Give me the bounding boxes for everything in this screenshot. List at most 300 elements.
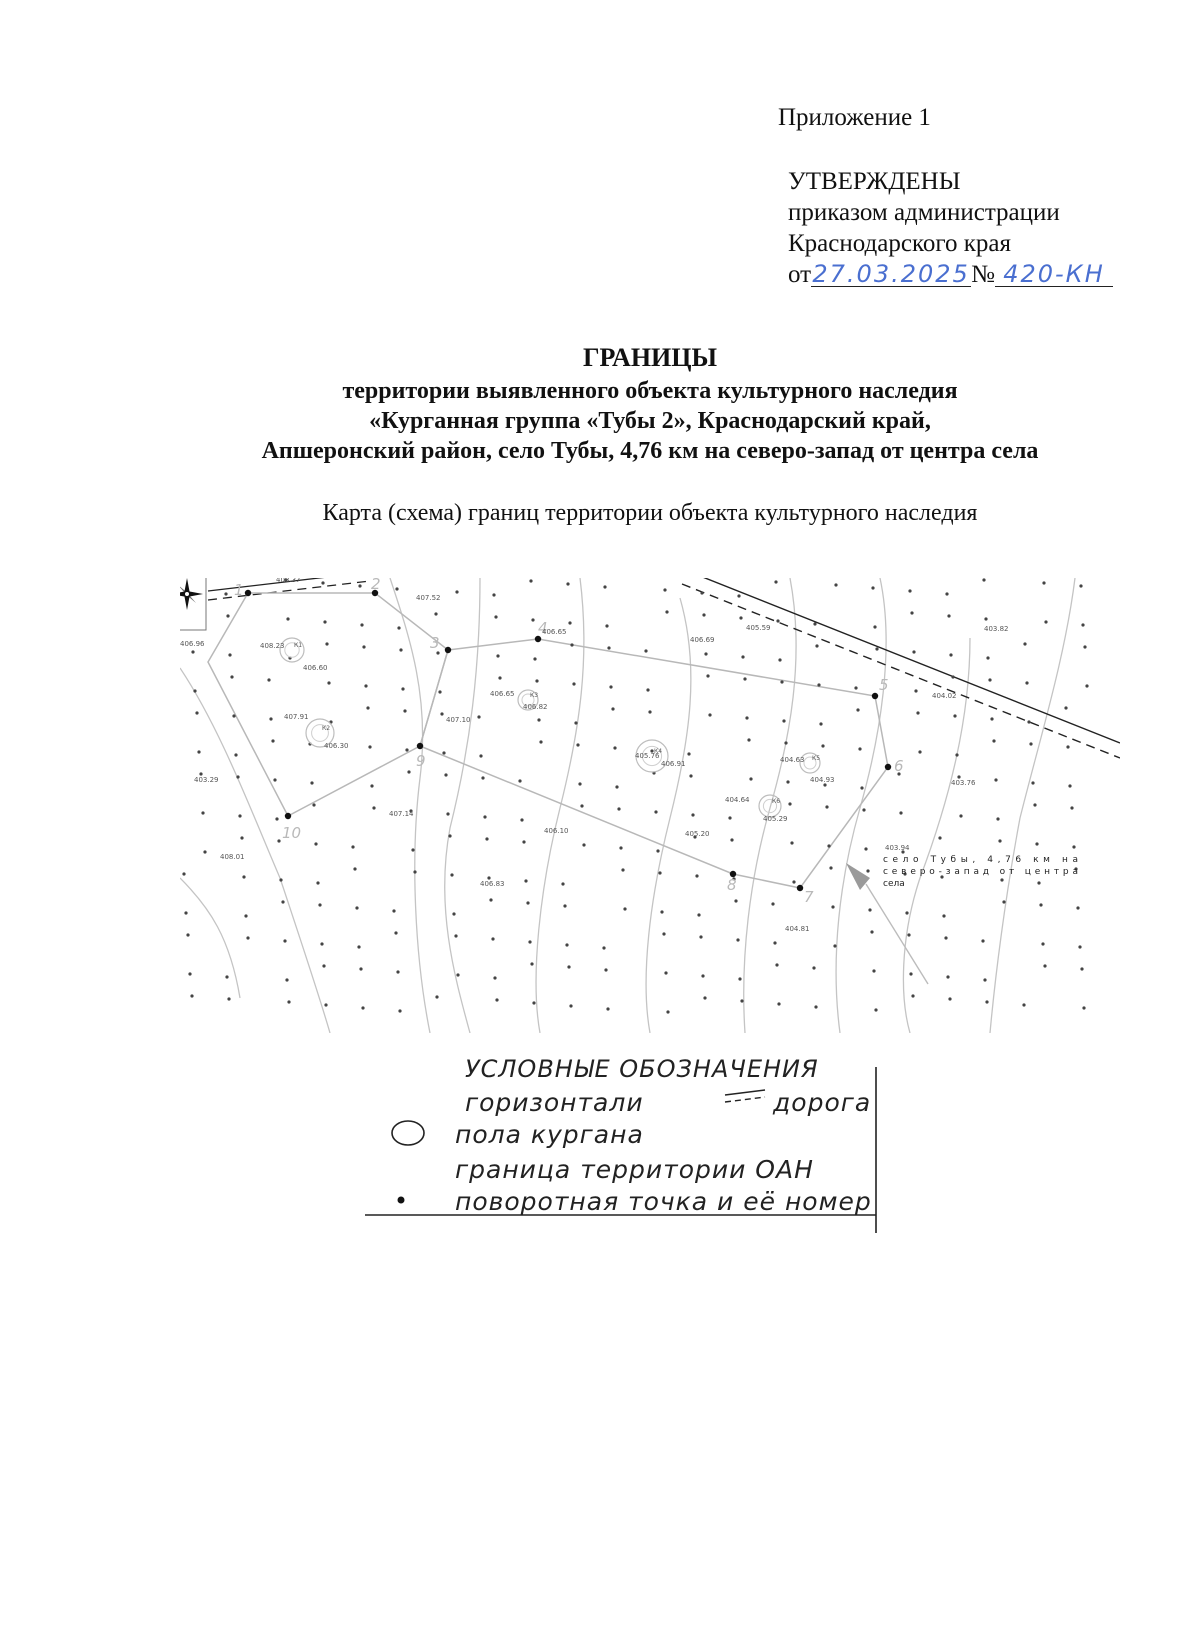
survey-dot: [704, 652, 707, 655]
survey-dot: [984, 617, 987, 620]
survey-dot: [866, 869, 869, 872]
survey-dot: [945, 592, 948, 595]
survey-dot: [870, 930, 873, 933]
elevation-label: 406.69: [690, 636, 715, 644]
elevation-label: 405.20: [685, 830, 710, 838]
survey-dot: [360, 623, 363, 626]
survey-dot: [819, 722, 822, 725]
survey-dot: [665, 610, 668, 613]
survey-dot: [269, 717, 272, 720]
survey-dot: [275, 817, 278, 820]
survey-dot: [775, 963, 778, 966]
survey-dot: [946, 975, 949, 978]
annotation-line-3: села: [883, 879, 905, 889]
survey-dot: [983, 978, 986, 981]
survey-dot: [226, 614, 229, 617]
survey-dot: [905, 911, 908, 914]
survey-dot: [366, 706, 369, 709]
survey-dot: [1064, 706, 1067, 709]
survey-dot: [938, 836, 941, 839]
survey-dot: [273, 778, 276, 781]
survey-dot: [539, 740, 542, 743]
survey-dot: [372, 806, 375, 809]
date-prefix: от: [788, 261, 812, 288]
survey-dot: [871, 586, 874, 589]
survey-dot: [605, 624, 608, 627]
survey-dot: [529, 579, 532, 582]
survey-dot: [322, 964, 325, 967]
survey-dot: [706, 674, 709, 677]
elevation-label: 405.76: [635, 752, 660, 760]
survey-dot: [737, 594, 740, 597]
elevation-label: 408.01: [220, 853, 245, 861]
survey-dot: [942, 914, 945, 917]
survey-dot: [567, 965, 570, 968]
document-title: ГРАНИЦЫ: [582, 343, 718, 372]
survey-dot: [908, 589, 911, 592]
survey-dot: [454, 934, 457, 937]
survey-dot: [910, 611, 913, 614]
mound-label: К5: [812, 755, 821, 762]
survey-dot: [361, 1006, 364, 1009]
elevation-label: 406.65: [490, 690, 515, 698]
turning-point-number: 6: [894, 757, 904, 775]
turning-point-number: 5: [879, 676, 889, 694]
survey-dot: [689, 774, 692, 777]
survey-dot: [899, 811, 902, 814]
survey-dot: [442, 751, 445, 754]
survey-dot: [774, 580, 777, 583]
survey-dot: [792, 880, 795, 883]
survey-dot: [949, 653, 952, 656]
survey-dot: [271, 739, 274, 742]
survey-dot: [184, 911, 187, 914]
survey-dot: [1039, 903, 1042, 906]
survey-dot: [607, 646, 610, 649]
survey-dot: [700, 591, 703, 594]
survey-dot: [395, 587, 398, 590]
survey-dot: [784, 741, 787, 744]
turning-point-number: 2: [371, 578, 381, 593]
survey-dot: [728, 816, 731, 819]
survey-dot: [456, 973, 459, 976]
survey-dot: [658, 871, 661, 874]
survey-dot: [708, 713, 711, 716]
survey-dot: [730, 838, 733, 841]
number-prefix: №: [971, 261, 995, 288]
mound-markers: [280, 638, 820, 817]
survey-dot: [1068, 784, 1071, 787]
survey-dot: [916, 711, 919, 714]
survey-dot: [325, 642, 328, 645]
survey-dot: [316, 881, 319, 884]
turning-point: [285, 813, 291, 819]
elevation-label: 407.10: [446, 716, 471, 724]
survey-dot: [982, 578, 985, 581]
elevation-label: 406.65: [542, 628, 567, 636]
survey-dot: [537, 718, 540, 721]
turning-point-number: 9: [416, 752, 426, 770]
survey-dot: [617, 807, 620, 810]
survey-dot: [232, 714, 235, 717]
elevation-label: 406.10: [544, 827, 569, 835]
survey-dot: [656, 849, 659, 852]
survey-dot: [1078, 945, 1081, 948]
survey-dot: [786, 780, 789, 783]
survey-dot: [203, 850, 206, 853]
survey-dot: [566, 582, 569, 585]
survey-dot: [201, 811, 204, 814]
survey-dot: [777, 1002, 780, 1005]
survey-dot: [959, 814, 962, 817]
survey-dot: [739, 616, 742, 619]
survey-dot: [666, 1010, 669, 1013]
survey-dot: [450, 873, 453, 876]
elevation-label: 404.63: [780, 756, 805, 764]
survey-dot: [321, 581, 324, 584]
survey-dot: [654, 810, 657, 813]
legend-mound: пола кургана: [455, 1120, 644, 1149]
survey-dot: [909, 972, 912, 975]
survey-dot: [396, 970, 399, 973]
survey-dot: [944, 936, 947, 939]
survey-dot: [188, 972, 191, 975]
title-line-3: Апшеронский район, село Тубы, 4,76 км на северо-запад от центра села: [261, 438, 1039, 464]
survey-dot: [193, 689, 196, 692]
legend-title: УСЛОВНЫЕ ОБОЗНАЧЕНИЯ: [465, 1055, 819, 1083]
survey-dot: [479, 754, 482, 757]
survey-dot: [357, 945, 360, 948]
elevation-label: 403.29: [194, 776, 219, 784]
survey-dot: [489, 898, 492, 901]
survey-dot: [435, 995, 438, 998]
survey-dot: [1043, 964, 1046, 967]
elevation-label: 408.37: [276, 578, 301, 584]
survey-dot: [580, 804, 583, 807]
survey-dot: [738, 977, 741, 980]
survey-dot: [788, 802, 791, 805]
mound-label: К6: [772, 798, 781, 805]
survey-dot: [401, 687, 404, 690]
turning-point-number: 8: [727, 876, 737, 894]
survey-dot: [833, 944, 836, 947]
survey-dot: [603, 585, 606, 588]
survey-dot: [370, 784, 373, 787]
legend-turning-point: поворотная точка и её номер: [455, 1187, 872, 1216]
survey-dot: [224, 592, 227, 595]
survey-dot: [615, 785, 618, 788]
survey-dot: [535, 679, 538, 682]
approval-date-number: [788, 259, 1113, 290]
survey-dot: [691, 813, 694, 816]
survey-dot: [697, 913, 700, 916]
survey-dot: [496, 654, 499, 657]
survey-dot: [914, 689, 917, 692]
survey-dot: [827, 844, 830, 847]
survey-dot: [662, 932, 665, 935]
survey-dot: [1000, 878, 1003, 881]
turning-point-number: 10: [282, 824, 302, 842]
survey-dot: [778, 658, 781, 661]
survey-dot: [609, 685, 612, 688]
survey-dot: [1076, 906, 1079, 909]
survey-dot: [446, 812, 449, 815]
survey-dot: [483, 815, 486, 818]
legend-contours: горизонтали: [465, 1088, 644, 1117]
compass-rose-icon: [180, 578, 206, 630]
survey-dot: [740, 999, 743, 1002]
survey-dot: [749, 777, 752, 780]
survey-dot: [829, 866, 832, 869]
survey-dot: [240, 836, 243, 839]
survey-dot: [524, 879, 527, 882]
survey-dot: [854, 686, 857, 689]
survey-dot: [981, 939, 984, 942]
survey-dot: [873, 625, 876, 628]
survey-dot: [310, 781, 313, 784]
elevation-label: 407.52: [416, 594, 441, 602]
title-line-2: «Курганная группа «Тубы 2», Краснодарский край,: [369, 408, 931, 434]
survey-dot: [444, 773, 447, 776]
survey-dot: [743, 677, 746, 680]
survey-dot: [872, 969, 875, 972]
survey-dot: [702, 613, 705, 616]
survey-dot: [1083, 645, 1086, 648]
survey-dot: [988, 678, 991, 681]
survey-dot: [1079, 584, 1082, 587]
survey-dot: [695, 874, 698, 877]
survey-dot: [602, 946, 605, 949]
elevation-label: 407.14: [389, 810, 414, 818]
elevation-label: 408.23: [260, 642, 285, 650]
survey-dot: [907, 933, 910, 936]
survey-dot: [868, 908, 871, 911]
survey-dot: [825, 805, 828, 808]
survey-dot: [197, 750, 200, 753]
survey-dot: [397, 626, 400, 629]
survey-dot: [244, 914, 247, 917]
annotation-line-1: село Тубы, 4,76 км на: [883, 855, 1078, 865]
survey-dot: [790, 841, 793, 844]
survey-dot: [225, 975, 228, 978]
survey-dot: [353, 867, 356, 870]
survey-dot: [362, 645, 365, 648]
survey-dot: [440, 712, 443, 715]
elevation-label: 404.81: [785, 925, 810, 933]
survey-dot: [578, 782, 581, 785]
survey-dot: [318, 903, 321, 906]
survey-dot: [703, 996, 706, 999]
survey-dot: [351, 845, 354, 848]
survey-dot: [1081, 623, 1084, 626]
survey-dot: [518, 779, 521, 782]
survey-dot: [234, 753, 237, 756]
survey-dot: [860, 786, 863, 789]
turning-point: [872, 693, 878, 699]
survey-dot: [1085, 684, 1088, 687]
elevation-label: 406.82: [523, 703, 548, 711]
turning-point: [885, 764, 891, 770]
boundary-east: [420, 639, 888, 888]
survey-dot: [741, 655, 744, 658]
survey-dot: [821, 744, 824, 747]
survey-dot: [1002, 900, 1005, 903]
survey-dot: [745, 716, 748, 719]
survey-dot: [452, 912, 455, 915]
survey-dot: [911, 994, 914, 997]
survey-dot: [230, 675, 233, 678]
survey-dot: [1031, 781, 1034, 784]
survey-dot: [195, 711, 198, 714]
survey-dot: [236, 775, 239, 778]
survey-dot: [522, 840, 525, 843]
survey-dot: [1070, 806, 1073, 809]
survey-dot: [953, 714, 956, 717]
survey-dot: [701, 974, 704, 977]
survey-dot: [563, 904, 566, 907]
survey-dot: [611, 707, 614, 710]
survey-dot: [492, 593, 495, 596]
survey-dot: [951, 675, 954, 678]
survey-dot: [399, 648, 402, 651]
village-annotation: [883, 855, 1078, 889]
survey-dot: [246, 936, 249, 939]
survey-dot: [874, 1008, 877, 1011]
turning-point-number: 3: [430, 634, 440, 652]
survey-dot: [985, 1000, 988, 1003]
survey-dot: [528, 940, 531, 943]
survey-dot: [364, 684, 367, 687]
survey-dot: [494, 615, 497, 618]
survey-dot: [955, 753, 958, 756]
survey-dot: [498, 676, 501, 679]
approval-date: 27.03.2025: [812, 260, 970, 288]
survey-dot: [644, 649, 647, 652]
survey-dot: [623, 907, 626, 910]
survey-dot: [279, 878, 282, 881]
survey-dot: [491, 937, 494, 940]
appendix-label: Приложение 1: [778, 104, 931, 131]
survey-dot: [1072, 845, 1075, 848]
survey-dot: [526, 901, 529, 904]
mound-legend-icon: [392, 1121, 424, 1145]
survey-dot: [576, 743, 579, 746]
survey-dot: [485, 837, 488, 840]
survey-dot: [1066, 745, 1069, 748]
elevation-label: 405.59: [746, 624, 771, 632]
survey-dot: [327, 681, 330, 684]
survey-dot: [994, 778, 997, 781]
survey-dot: [990, 717, 993, 720]
survey-dot: [561, 882, 564, 885]
survey-dot: [574, 721, 577, 724]
mound-label: К3: [530, 692, 539, 699]
boundary-map: [180, 578, 1120, 1033]
survey-dot: [448, 834, 451, 837]
survey-dot: [493, 976, 496, 979]
survey-dot: [1080, 967, 1083, 970]
survey-dot: [455, 590, 458, 593]
survey-dot: [358, 584, 361, 587]
survey-dot: [1025, 681, 1028, 684]
survey-dot: [831, 905, 834, 908]
survey-dot: [413, 870, 416, 873]
survey-dot: [411, 848, 414, 851]
elevation-label: 404.93: [810, 776, 835, 784]
legend-boundary: граница территории ОАН: [455, 1155, 814, 1184]
survey-dot: [734, 899, 737, 902]
survey-dot: [998, 839, 1001, 842]
elevation-label: 407.91: [284, 713, 309, 721]
survey-dot: [1035, 842, 1038, 845]
survey-dot: [1023, 642, 1026, 645]
survey-dot: [190, 994, 193, 997]
survey-dot: [434, 612, 437, 615]
turning-point: [417, 743, 423, 749]
survey-dot: [520, 818, 523, 821]
survey-dot: [186, 933, 189, 936]
survey-dot: [1082, 1006, 1085, 1009]
survey-dot: [862, 808, 865, 811]
survey-dot: [834, 583, 837, 586]
survey-dot: [1044, 620, 1047, 623]
survey-dot: [398, 1009, 401, 1012]
survey-dot: [572, 682, 575, 685]
survey-dot: [368, 745, 371, 748]
survey-dot: [948, 997, 951, 1000]
survey-dot: [1041, 942, 1044, 945]
survey-dot: [613, 746, 616, 749]
survey-dot: [530, 962, 533, 965]
survey-dot: [582, 843, 585, 846]
survey-dot: [646, 688, 649, 691]
legend-road: дорога: [773, 1088, 872, 1117]
map-subtitle: Карта (схема) границ территории объекта культурного наследия: [322, 500, 978, 526]
survey-dot: [405, 748, 408, 751]
turning-point-legend-icon: [398, 1197, 405, 1204]
survey-dot: [281, 900, 284, 903]
elevation-label: 403.94: [885, 844, 910, 852]
survey-dot: [773, 941, 776, 944]
survey-dot: [314, 842, 317, 845]
survey-dot: [1022, 1003, 1025, 1006]
elevation-label: 404.02: [932, 692, 957, 700]
elevation-label: 403.76: [951, 779, 976, 787]
survey-dot: [621, 868, 624, 871]
survey-dot: [407, 770, 410, 773]
survey-dot: [477, 715, 480, 718]
survey-dot: [182, 872, 185, 875]
survey-dot: [191, 650, 194, 653]
survey-dot: [277, 839, 280, 842]
survey-dot: [780, 680, 783, 683]
elevation-label: 404.64: [725, 796, 750, 804]
survey-dot: [814, 1005, 817, 1008]
survey-dot: [664, 971, 667, 974]
survey-dot: [283, 939, 286, 942]
survey-dot: [660, 910, 663, 913]
survey-dot: [324, 1003, 327, 1006]
survey-dot: [606, 1007, 609, 1010]
survey-dot: [736, 938, 739, 941]
survey-dot: [267, 678, 270, 681]
boundary-west: [208, 593, 448, 816]
survey-dot: [438, 690, 441, 693]
survey-dot: [287, 1000, 290, 1003]
mound-label: К2: [322, 725, 331, 732]
turning-point: [245, 590, 251, 596]
survey-dot: [570, 643, 573, 646]
